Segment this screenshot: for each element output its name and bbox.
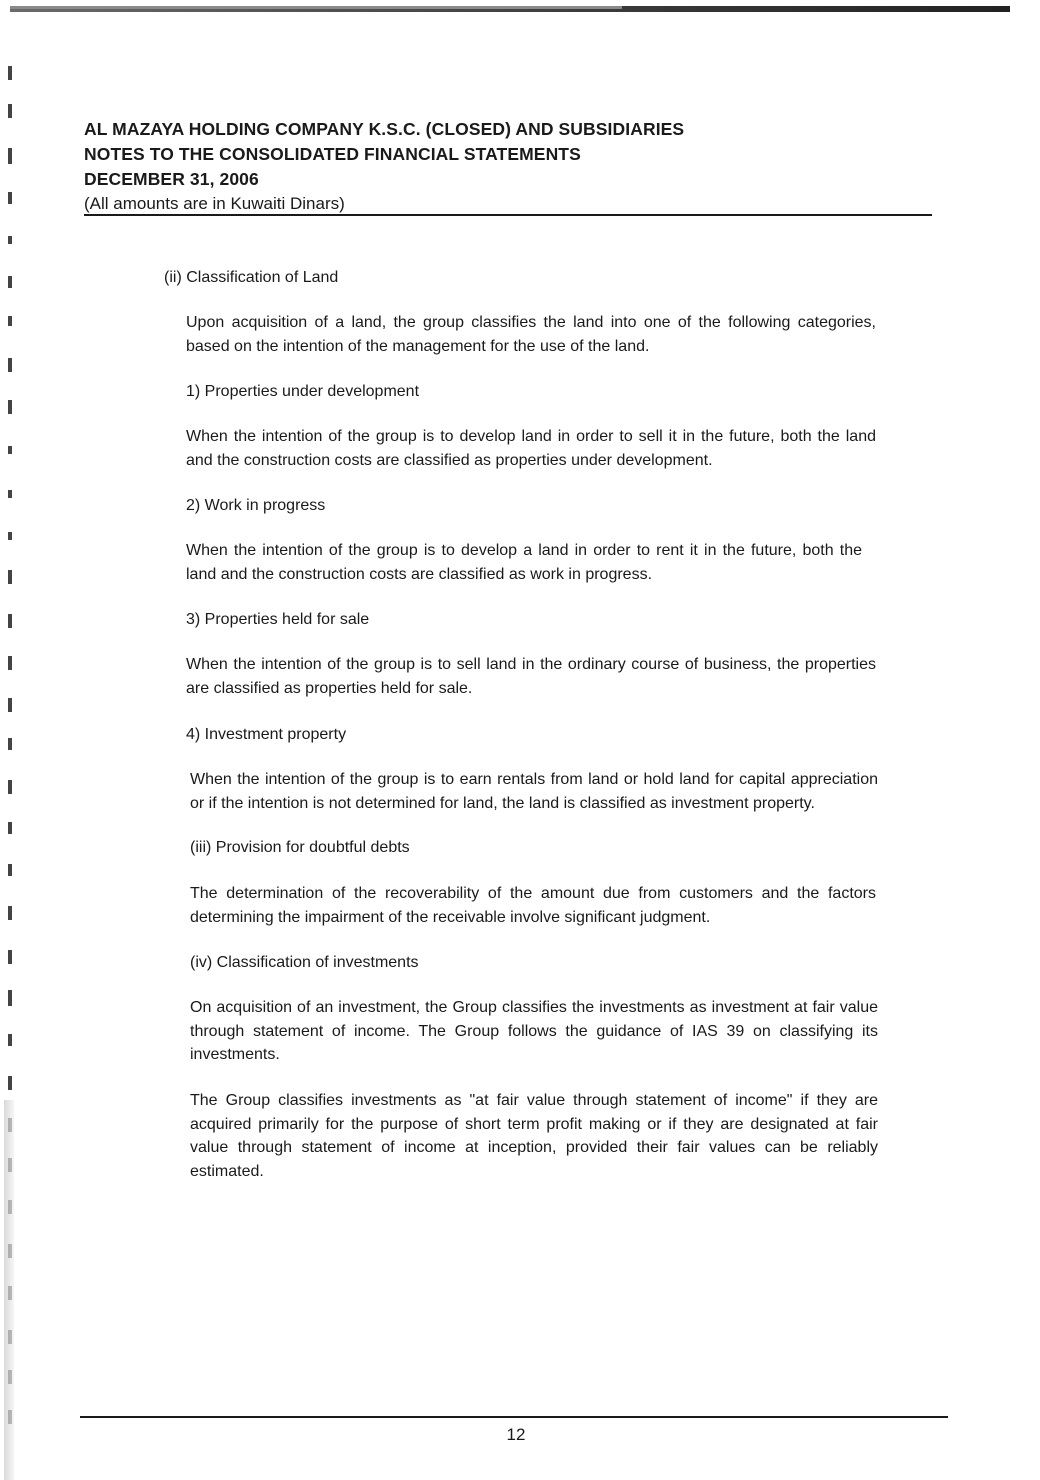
currency-note: (All amounts are in Kuwaiti Dinars) xyxy=(84,194,345,213)
doubtful-debts-text: The determination of the recoverability of the amount due from customers and the factors determining the impairment of the receivable involve significant judgment. xyxy=(190,885,876,926)
binding-mark xyxy=(8,490,12,498)
binding-mark xyxy=(8,656,12,670)
land-classification-heading: (ii) Classification of Land xyxy=(164,269,339,286)
work-in-progress-heading: 2) Work in progress xyxy=(186,497,326,514)
binding-mark xyxy=(8,950,12,964)
properties-under-development-text: When the intention of the group is to develop land in order to sell it in the future, both the land and the construction costs are classified as properties under development. xyxy=(186,428,876,469)
properties-held-for-sale-text: When the intention of the group is to sell land in the ordinary course of business, the properties are classified as properties held for sale. xyxy=(186,656,876,697)
investments-classification-text-1: On acquisition of an investment, the Group classifies the investments as investment at fair value through statement of income. The Group follows the guidance of IAS 39 on classifying its investments. xyxy=(190,999,878,1063)
binding-mark xyxy=(8,400,12,414)
binding-holes-strip xyxy=(0,40,22,1450)
investment-property-text: When the intention of the group is to earn rentals from land or hold land for capital appreciation or if the intention is not determined for land, the land is classified as investment property. xyxy=(190,771,878,812)
binding-mark xyxy=(8,316,12,326)
binding-shadow xyxy=(4,1100,14,1480)
binding-mark xyxy=(8,570,12,584)
scan-top-edge-highlight xyxy=(10,6,622,9)
properties-held-for-sale-heading: 3) Properties held for sale xyxy=(186,611,370,628)
binding-mark xyxy=(8,104,12,118)
binding-mark xyxy=(8,1076,12,1090)
header-divider xyxy=(84,214,932,216)
doubtful-debts-heading: (iii) Provision for doubtful debts xyxy=(190,839,410,856)
binding-mark xyxy=(8,148,12,164)
document-header xyxy=(84,117,932,216)
binding-mark xyxy=(8,1034,12,1046)
investments-classification-text-2: The Group classifies investments as "at fair value through statement of income" if they are acquired primarily for the purpose of short term profit making or if they are designated at fair value through statement of income at inception, provided their fair values can be reliably estimated. xyxy=(190,1092,878,1180)
binding-mark xyxy=(8,276,12,288)
binding-mark xyxy=(8,990,12,1006)
binding-mark xyxy=(8,532,12,540)
properties-under-development-heading: 1) Properties under development xyxy=(186,383,420,400)
binding-mark xyxy=(8,236,12,244)
binding-mark xyxy=(8,446,12,454)
report-date: DECEMBER 31, 2006 xyxy=(84,169,259,189)
binding-mark xyxy=(8,66,12,80)
binding-mark xyxy=(8,780,12,794)
investment-property-heading: 4) Investment property xyxy=(186,726,347,743)
binding-mark xyxy=(8,822,12,834)
work-in-progress-text: When the intention of the group is to develop a land in order to rent it in the future, both the land and the construction costs are classified as work in progress. xyxy=(186,542,862,583)
binding-mark xyxy=(8,358,12,372)
binding-mark xyxy=(8,738,12,750)
company-name: AL MAZAYA HOLDING COMPANY K.S.C. (CLOSED) AND SUBSIDIARIES xyxy=(84,119,685,139)
land-classification-intro: Upon acquisition of a land, the group classifies the land into one of the following categories, based on the intention of the management for the use of the land. xyxy=(186,314,876,355)
binding-mark xyxy=(8,614,12,628)
binding-mark xyxy=(8,864,12,876)
binding-mark xyxy=(8,698,12,712)
document-title: NOTES TO THE CONSOLIDATED FINANCIAL STATEMENTS xyxy=(84,144,581,164)
footer-divider xyxy=(80,1416,948,1418)
page-number: 12 xyxy=(506,1425,526,1444)
binding-mark xyxy=(8,192,12,204)
binding-mark xyxy=(8,906,12,920)
investments-classification-heading: (iv) Classification of investments xyxy=(190,954,419,971)
